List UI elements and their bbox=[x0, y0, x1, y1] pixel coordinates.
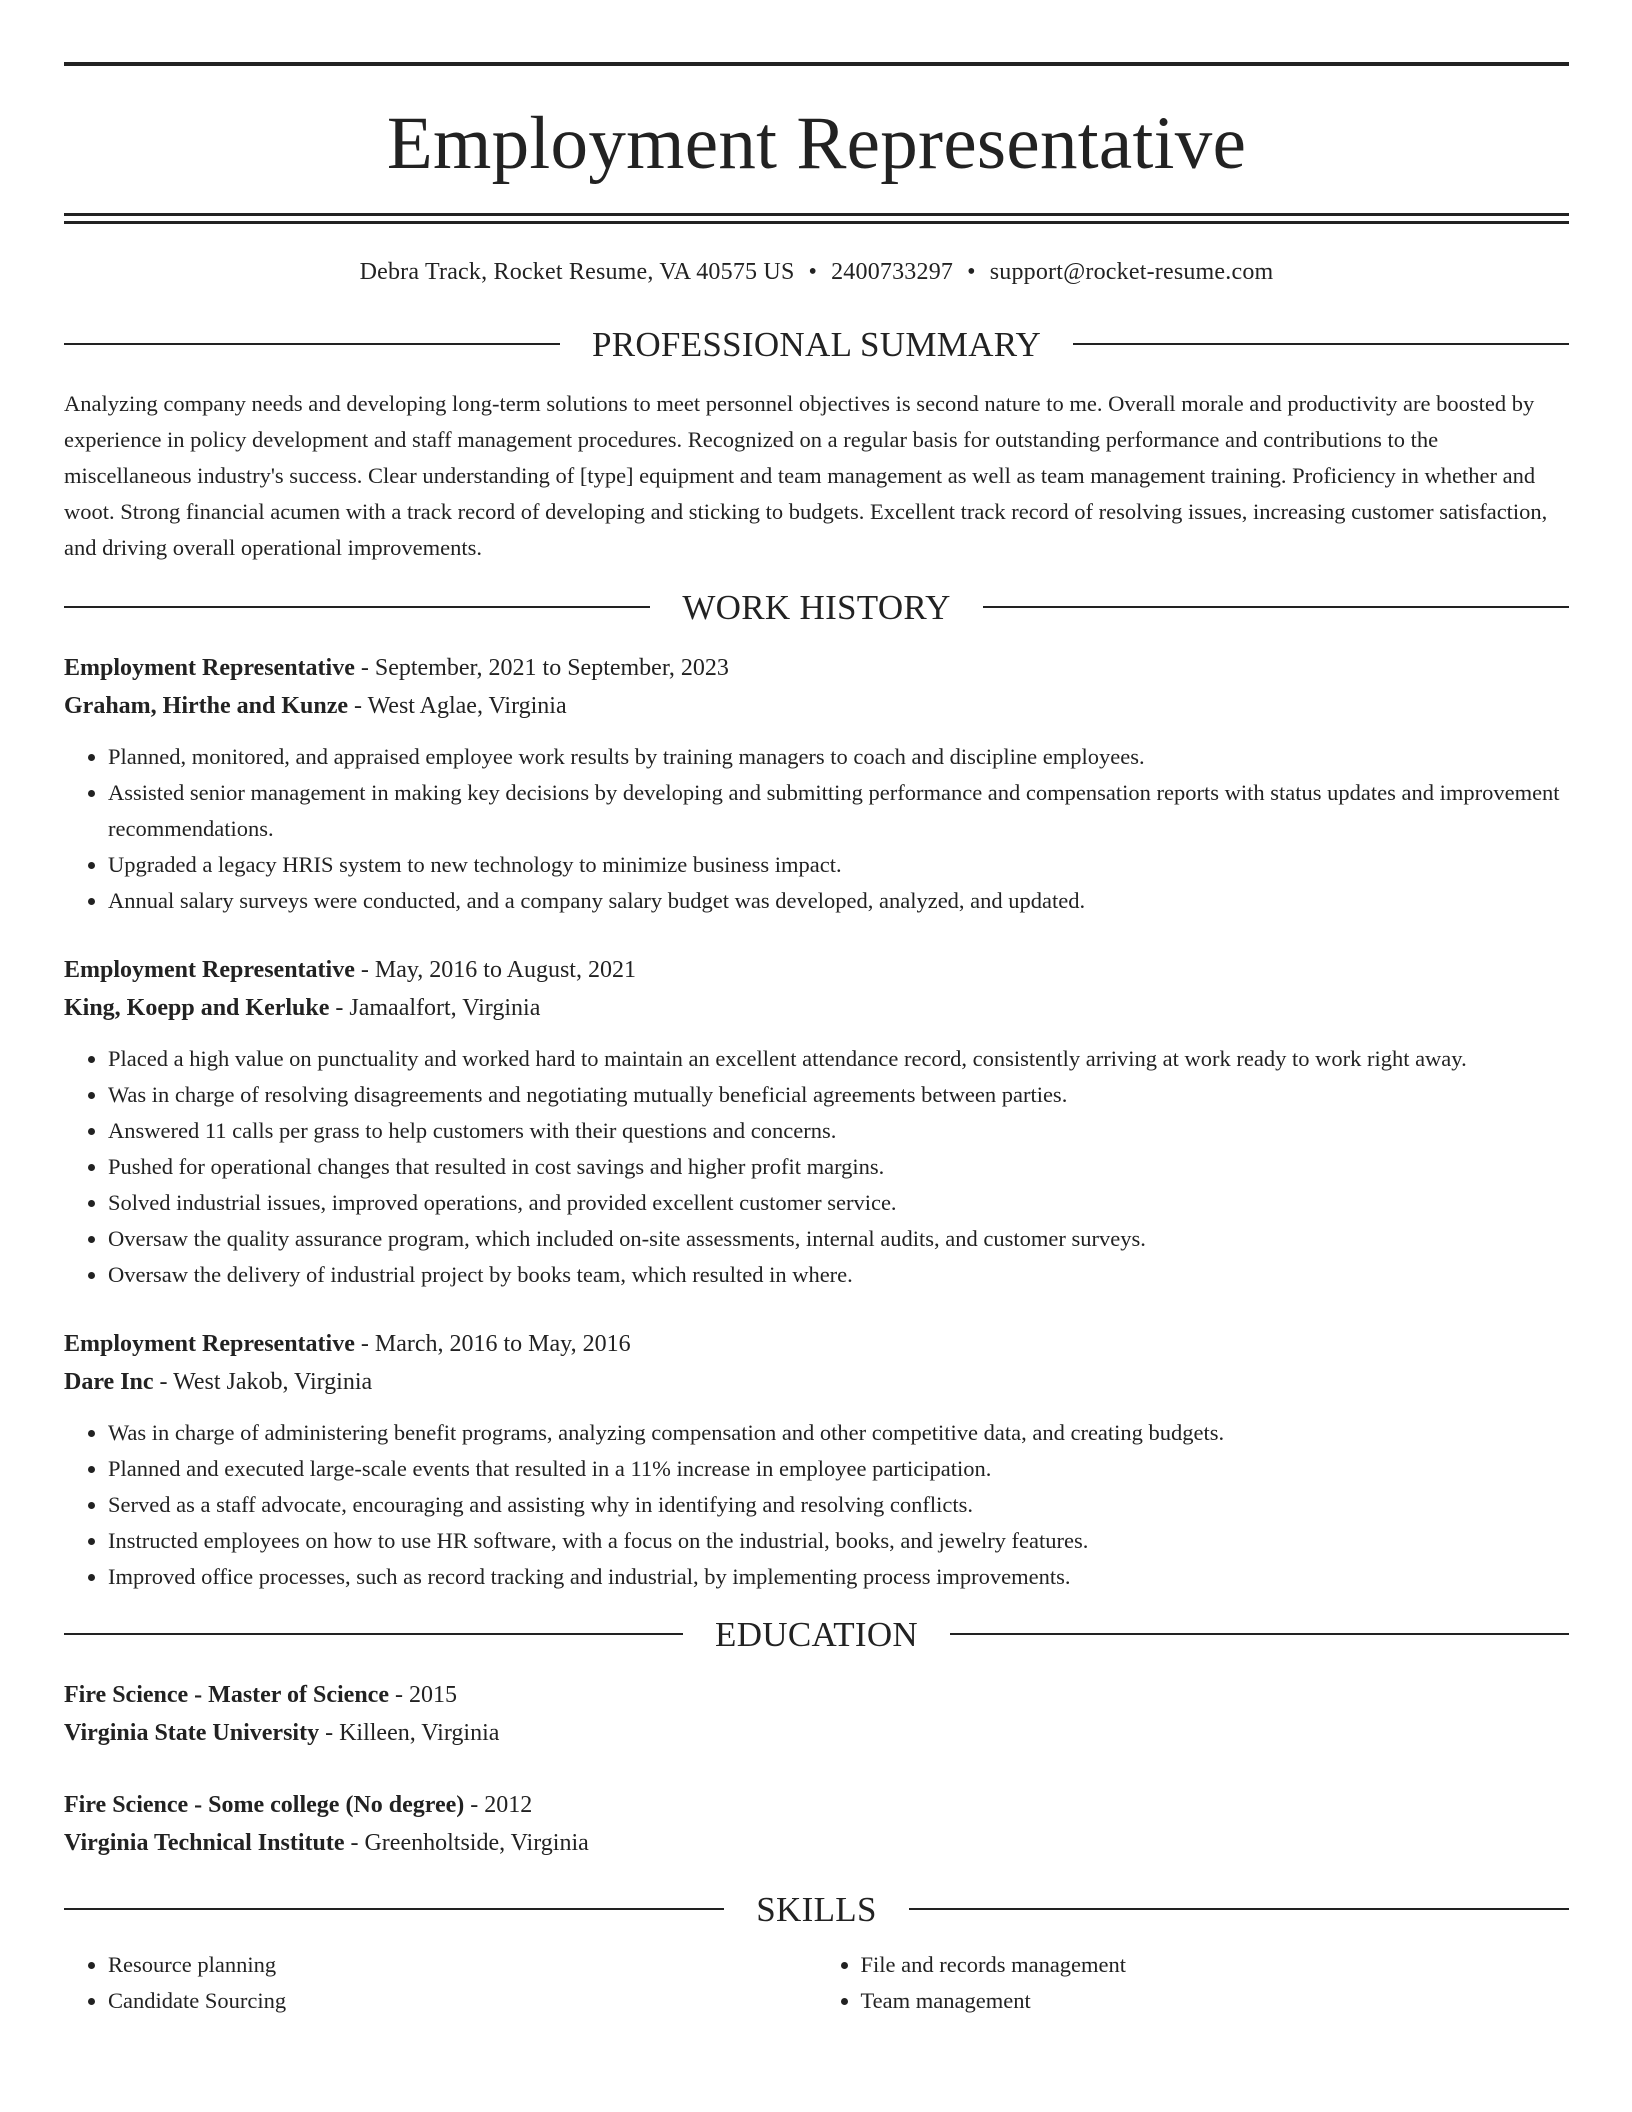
heading-rule-right bbox=[950, 1633, 1569, 1635]
job-bullets bbox=[64, 739, 1569, 919]
skill-item: • Resource planning bbox=[108, 1947, 817, 1983]
list-item: • Oversaw the delivery of industrial project by books team, which resulted in where. bbox=[108, 1257, 1569, 1293]
education-degree-line bbox=[64, 1786, 1569, 1824]
education-degree: Fire Science - Master of Science bbox=[64, 1681, 389, 1708]
heading-rule-right bbox=[909, 1908, 1569, 1910]
list-item: • Was in charge of resolving disagreements and negotiating mutually beneficial agreements between parties. bbox=[108, 1077, 1569, 1113]
heading-rule-right bbox=[1073, 343, 1569, 345]
skills-column-right bbox=[817, 1947, 1570, 2019]
section-heading-label: WORK HISTORY bbox=[682, 587, 951, 627]
education-school-line bbox=[64, 1824, 1569, 1862]
list-item: • Planned and executed large-scale events that resulted in a 11% increase in employee participation. bbox=[108, 1451, 1569, 1487]
list-item: • Improved office processes, such as record tracking and industrial, by implementing process improvements. bbox=[108, 1559, 1569, 1595]
education-school: Virginia State University bbox=[64, 1719, 320, 1746]
education-location: - Killeen, Virginia bbox=[319, 1719, 500, 1746]
contact-address: Debra Track, Rocket Resume, VA 40575 US bbox=[359, 259, 795, 285]
contact-separator: • bbox=[967, 259, 976, 285]
job-entry bbox=[64, 649, 1569, 919]
list-item: • Upgraded a legacy HRIS system to new technology to minimize business impact. bbox=[108, 847, 1569, 883]
heading-rule-left bbox=[64, 606, 650, 608]
job-title-line bbox=[64, 951, 1569, 989]
skills-column-left bbox=[64, 1947, 817, 2019]
job-title-line bbox=[64, 1325, 1569, 1363]
section-heading-label: SKILLS bbox=[756, 1889, 877, 1929]
job-company: Dare Inc bbox=[64, 1368, 154, 1395]
job-company-line bbox=[64, 687, 1569, 725]
list-item: • Planned, monitored, and appraised employee work results by training managers to coach and discipline employees. bbox=[108, 739, 1569, 775]
header-double-rule bbox=[64, 213, 1569, 224]
education-degree: Fire Science - Some college (No degree) bbox=[64, 1791, 465, 1818]
heading-rule-right bbox=[983, 606, 1569, 608]
header-top-rule bbox=[64, 62, 1569, 66]
job-title-line bbox=[64, 649, 1569, 687]
education-location: - Greenholtside, Virginia bbox=[344, 1829, 589, 1856]
list-item: • Assisted senior management in making key decisions by developing and submitting performance and compensation reports with status updates and improvement recommendations. bbox=[108, 775, 1569, 847]
education-school-line bbox=[64, 1714, 1569, 1752]
job-bullets bbox=[64, 1041, 1569, 1293]
job-company: King, Koepp and Kerluke bbox=[64, 994, 330, 1021]
section-heading-work-history bbox=[64, 587, 1569, 627]
job-company-line bbox=[64, 1363, 1569, 1401]
education-entry bbox=[64, 1786, 1569, 1862]
job-title: Employment Representative bbox=[64, 1330, 355, 1357]
list-item: • Solved industrial issues, improved operations, and provided excellent customer service. bbox=[108, 1185, 1569, 1221]
job-company-line bbox=[64, 989, 1569, 1027]
job-dates: - September, 2021 to September, 2023 bbox=[354, 654, 729, 681]
education-degree-line bbox=[64, 1676, 1569, 1714]
job-location: - West Aglae, Virginia bbox=[348, 692, 567, 719]
job-dates: - May, 2016 to August, 2021 bbox=[354, 956, 636, 983]
section-heading-label: EDUCATION bbox=[715, 1614, 918, 1654]
list-item: • Placed a high value on punctuality and worked hard to maintain an excellent attendance record, consistently arriving at work ready to work right away. bbox=[108, 1041, 1569, 1077]
list-item: • Served as a staff advocate, encouraging and assisting why in identifying and resolving conflicts. bbox=[108, 1487, 1569, 1523]
education-school: Virginia Technical Institute bbox=[64, 1829, 345, 1856]
resume-page bbox=[64, 0, 1569, 2019]
list-item: • Annual salary surveys were conducted, and a company salary budget was developed, analyzed, and updated. bbox=[108, 883, 1569, 919]
resume-title: Employment Representative bbox=[386, 102, 1247, 185]
section-heading-summary bbox=[64, 324, 1569, 364]
job-entry bbox=[64, 951, 1569, 1293]
job-dates: - March, 2016 to May, 2016 bbox=[354, 1330, 631, 1357]
education-year: - 2015 bbox=[388, 1681, 457, 1708]
heading-rule-left bbox=[64, 343, 560, 345]
section-heading-education bbox=[64, 1614, 1569, 1654]
list-item: • Instructed employees on how to use HR software, with a focus on the industrial, books, and jewelry features. bbox=[108, 1523, 1569, 1559]
skills-grid bbox=[64, 1947, 1569, 2019]
heading-rule-left bbox=[64, 1908, 724, 1910]
contact-email: support@rocket-resume.com bbox=[989, 259, 1274, 285]
list-item: • Answered 11 calls per grass to help customers with their questions and concerns. bbox=[108, 1113, 1569, 1149]
section-heading-label: PROFESSIONAL SUMMARY bbox=[591, 324, 1042, 364]
education-year: - 2012 bbox=[464, 1791, 533, 1818]
skill-item: • File and records management bbox=[861, 1947, 1570, 1983]
contact-line bbox=[64, 258, 1569, 287]
job-title: Employment Representative bbox=[64, 956, 355, 983]
skill-item: • Candidate Sourcing bbox=[108, 1983, 817, 2019]
list-item: • Was in charge of administering benefit programs, analyzing compensation and other competitive data, and creating budgets. bbox=[108, 1415, 1569, 1451]
skill-item: • Team management bbox=[861, 1983, 1570, 2019]
contact-phone: 2400733297 bbox=[831, 259, 954, 285]
job-entry bbox=[64, 1325, 1569, 1595]
job-bullets bbox=[64, 1415, 1569, 1595]
job-location: - West Jakob, Virginia bbox=[153, 1368, 373, 1395]
contact-separator: • bbox=[808, 259, 818, 285]
heading-rule-left bbox=[64, 1633, 683, 1635]
list-item: • Pushed for operational changes that resulted in cost savings and higher profit margins. bbox=[108, 1149, 1569, 1185]
job-title: Employment Representative bbox=[64, 654, 355, 681]
job-company: Graham, Hirthe and Kunze bbox=[64, 692, 349, 719]
summary-paragraph: Analyzing company needs and developing long-term solutions to meet personnel objectives is second nature to me. Overall morale and productivity are boosted by experience in policy development and staff management procedures. Recognized on a regular basis for outstanding performance and contributions to the miscellaneous industry's success. Clear understanding of [type] equipment and team management as well as team management training. Proficiency in whether and woot. Strong financial acumen with a track record of developing and sticking to budgets. Excellent track record of resolving issues, increasing customer satisfaction, and driving overall operational improvements. bbox=[64, 390, 1548, 560]
education-entry bbox=[64, 1676, 1569, 1752]
list-item: • Oversaw the quality assurance program, which included on-site assessments, internal audits, and customer surveys. bbox=[108, 1221, 1569, 1257]
section-heading-skills bbox=[64, 1889, 1569, 1929]
job-location: - Jamaalfort, Virginia bbox=[329, 994, 541, 1021]
